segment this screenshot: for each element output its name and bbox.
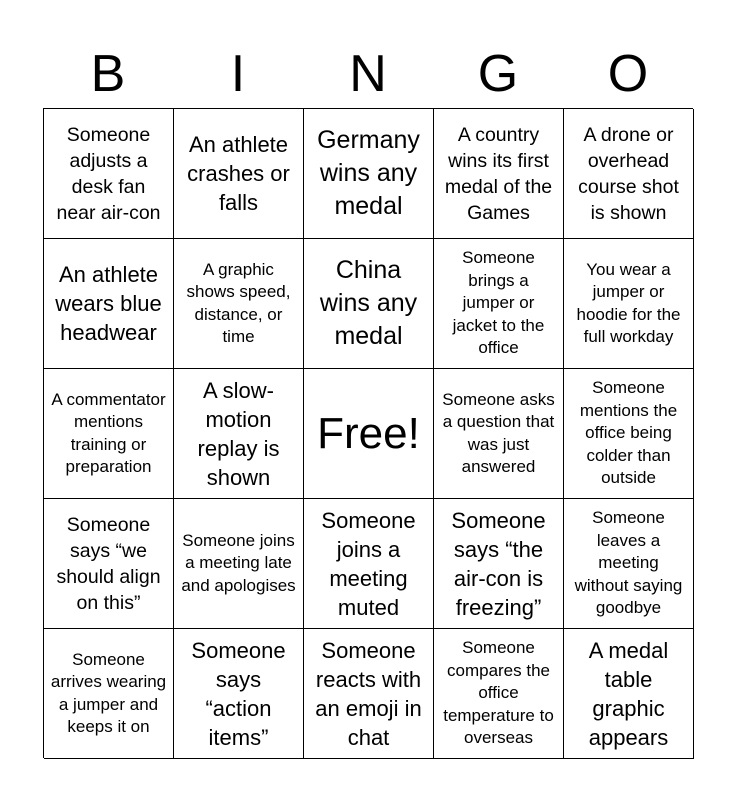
header-letter-o: O bbox=[607, 45, 649, 103]
cell-text: Someone leaves a meeting without saying goodbye bbox=[574, 508, 683, 618]
cell-text: Someone brings a jumper or jacket to the office bbox=[452, 248, 545, 358]
cell-text: Someone says “action items” bbox=[191, 637, 286, 750]
bingo-cell-r2-c2[interactable] bbox=[174, 239, 304, 369]
cell-text: An athlete crashes or falls bbox=[187, 132, 290, 215]
cell-text: Someone arrives wearing a jumper and keeps it on bbox=[50, 649, 167, 736]
cell-text: Someone joins a meeting late and apologises bbox=[181, 530, 296, 595]
bingo-cell-r2-c1[interactable] bbox=[44, 239, 174, 369]
bingo-cell-r5-c4[interactable] bbox=[434, 629, 564, 759]
bingo-cell-r4-c1[interactable] bbox=[44, 499, 174, 629]
cell-text: You wear a jumper or hoodie for the full workday bbox=[576, 259, 681, 346]
bingo-card bbox=[43, 108, 693, 758]
header-letter-i: I bbox=[230, 45, 246, 103]
header-letter-g: G bbox=[477, 45, 519, 103]
bingo-cell-r4-c3[interactable] bbox=[304, 499, 434, 629]
cell-text: A drone or overhead course shot is shown bbox=[578, 123, 679, 224]
bingo-cell-r5-c3[interactable] bbox=[304, 629, 434, 759]
free-space-label: Free! bbox=[317, 408, 420, 458]
bingo-cell-r3-c2[interactable] bbox=[174, 369, 304, 499]
bingo-cell-r4-c2[interactable] bbox=[174, 499, 304, 629]
cell-text: Someone mentions the office being colder than outside bbox=[579, 378, 678, 488]
cell-text: A graphic shows speed, distance, or time bbox=[186, 259, 291, 346]
cell-text: Someone asks a question that was just answered bbox=[442, 389, 555, 476]
header-letter-n: N bbox=[349, 45, 387, 103]
cell-text: Someone compares the office temperature to overseas bbox=[443, 638, 554, 748]
bingo-cell-r5-c2[interactable] bbox=[174, 629, 304, 759]
bingo-cell-r2-c4[interactable] bbox=[434, 239, 564, 369]
bingo-cell-r1-c2[interactable] bbox=[174, 109, 304, 239]
cell-text: A medal table graphic appears bbox=[588, 637, 669, 750]
bingo-cell-r4-c4[interactable] bbox=[434, 499, 564, 629]
cell-text: China wins any medal bbox=[319, 256, 418, 350]
header-letter-b: B bbox=[90, 45, 126, 103]
cell-text: Someone adjusts a desk fan near air-con bbox=[56, 123, 161, 224]
cell-text: A commentator mentions training or preparation bbox=[51, 389, 166, 476]
cell-text: A country wins its first medal of the Games bbox=[444, 123, 553, 224]
bingo-cell-r1-c3[interactable] bbox=[304, 109, 434, 239]
bingo-cell-r2-c3[interactable] bbox=[304, 239, 434, 369]
bingo-cell-r1-c4[interactable] bbox=[434, 109, 564, 239]
bingo-cell-r2-c5[interactable] bbox=[564, 239, 694, 369]
cell-text: Germany wins any medal bbox=[317, 126, 420, 220]
cell-text: Someone joins a meeting muted bbox=[321, 507, 416, 620]
bingo-cell-r5-c1[interactable] bbox=[44, 629, 174, 759]
free-space[interactable] bbox=[304, 369, 434, 499]
bingo-cell-r1-c1[interactable] bbox=[44, 109, 174, 239]
cell-text: An athlete wears blue headwear bbox=[55, 262, 162, 345]
bingo-cell-r3-c1[interactable] bbox=[44, 369, 174, 499]
cell-text: Someone reacts with an emoji in chat bbox=[315, 637, 422, 750]
bingo-cell-r1-c5[interactable] bbox=[564, 109, 694, 239]
bingo-cell-r4-c5[interactable] bbox=[564, 499, 694, 629]
bingo-cell-r5-c5[interactable] bbox=[564, 629, 694, 759]
bingo-header bbox=[43, 40, 693, 108]
cell-text: Someone says “we should align on this” bbox=[56, 513, 161, 614]
bingo-cell-r3-c4[interactable] bbox=[434, 369, 564, 499]
cell-text: A slow-motion replay is shown bbox=[197, 377, 280, 490]
cell-text: Someone says “the air-con is freezing” bbox=[451, 507, 546, 620]
bingo-cell-r3-c5[interactable] bbox=[564, 369, 694, 499]
